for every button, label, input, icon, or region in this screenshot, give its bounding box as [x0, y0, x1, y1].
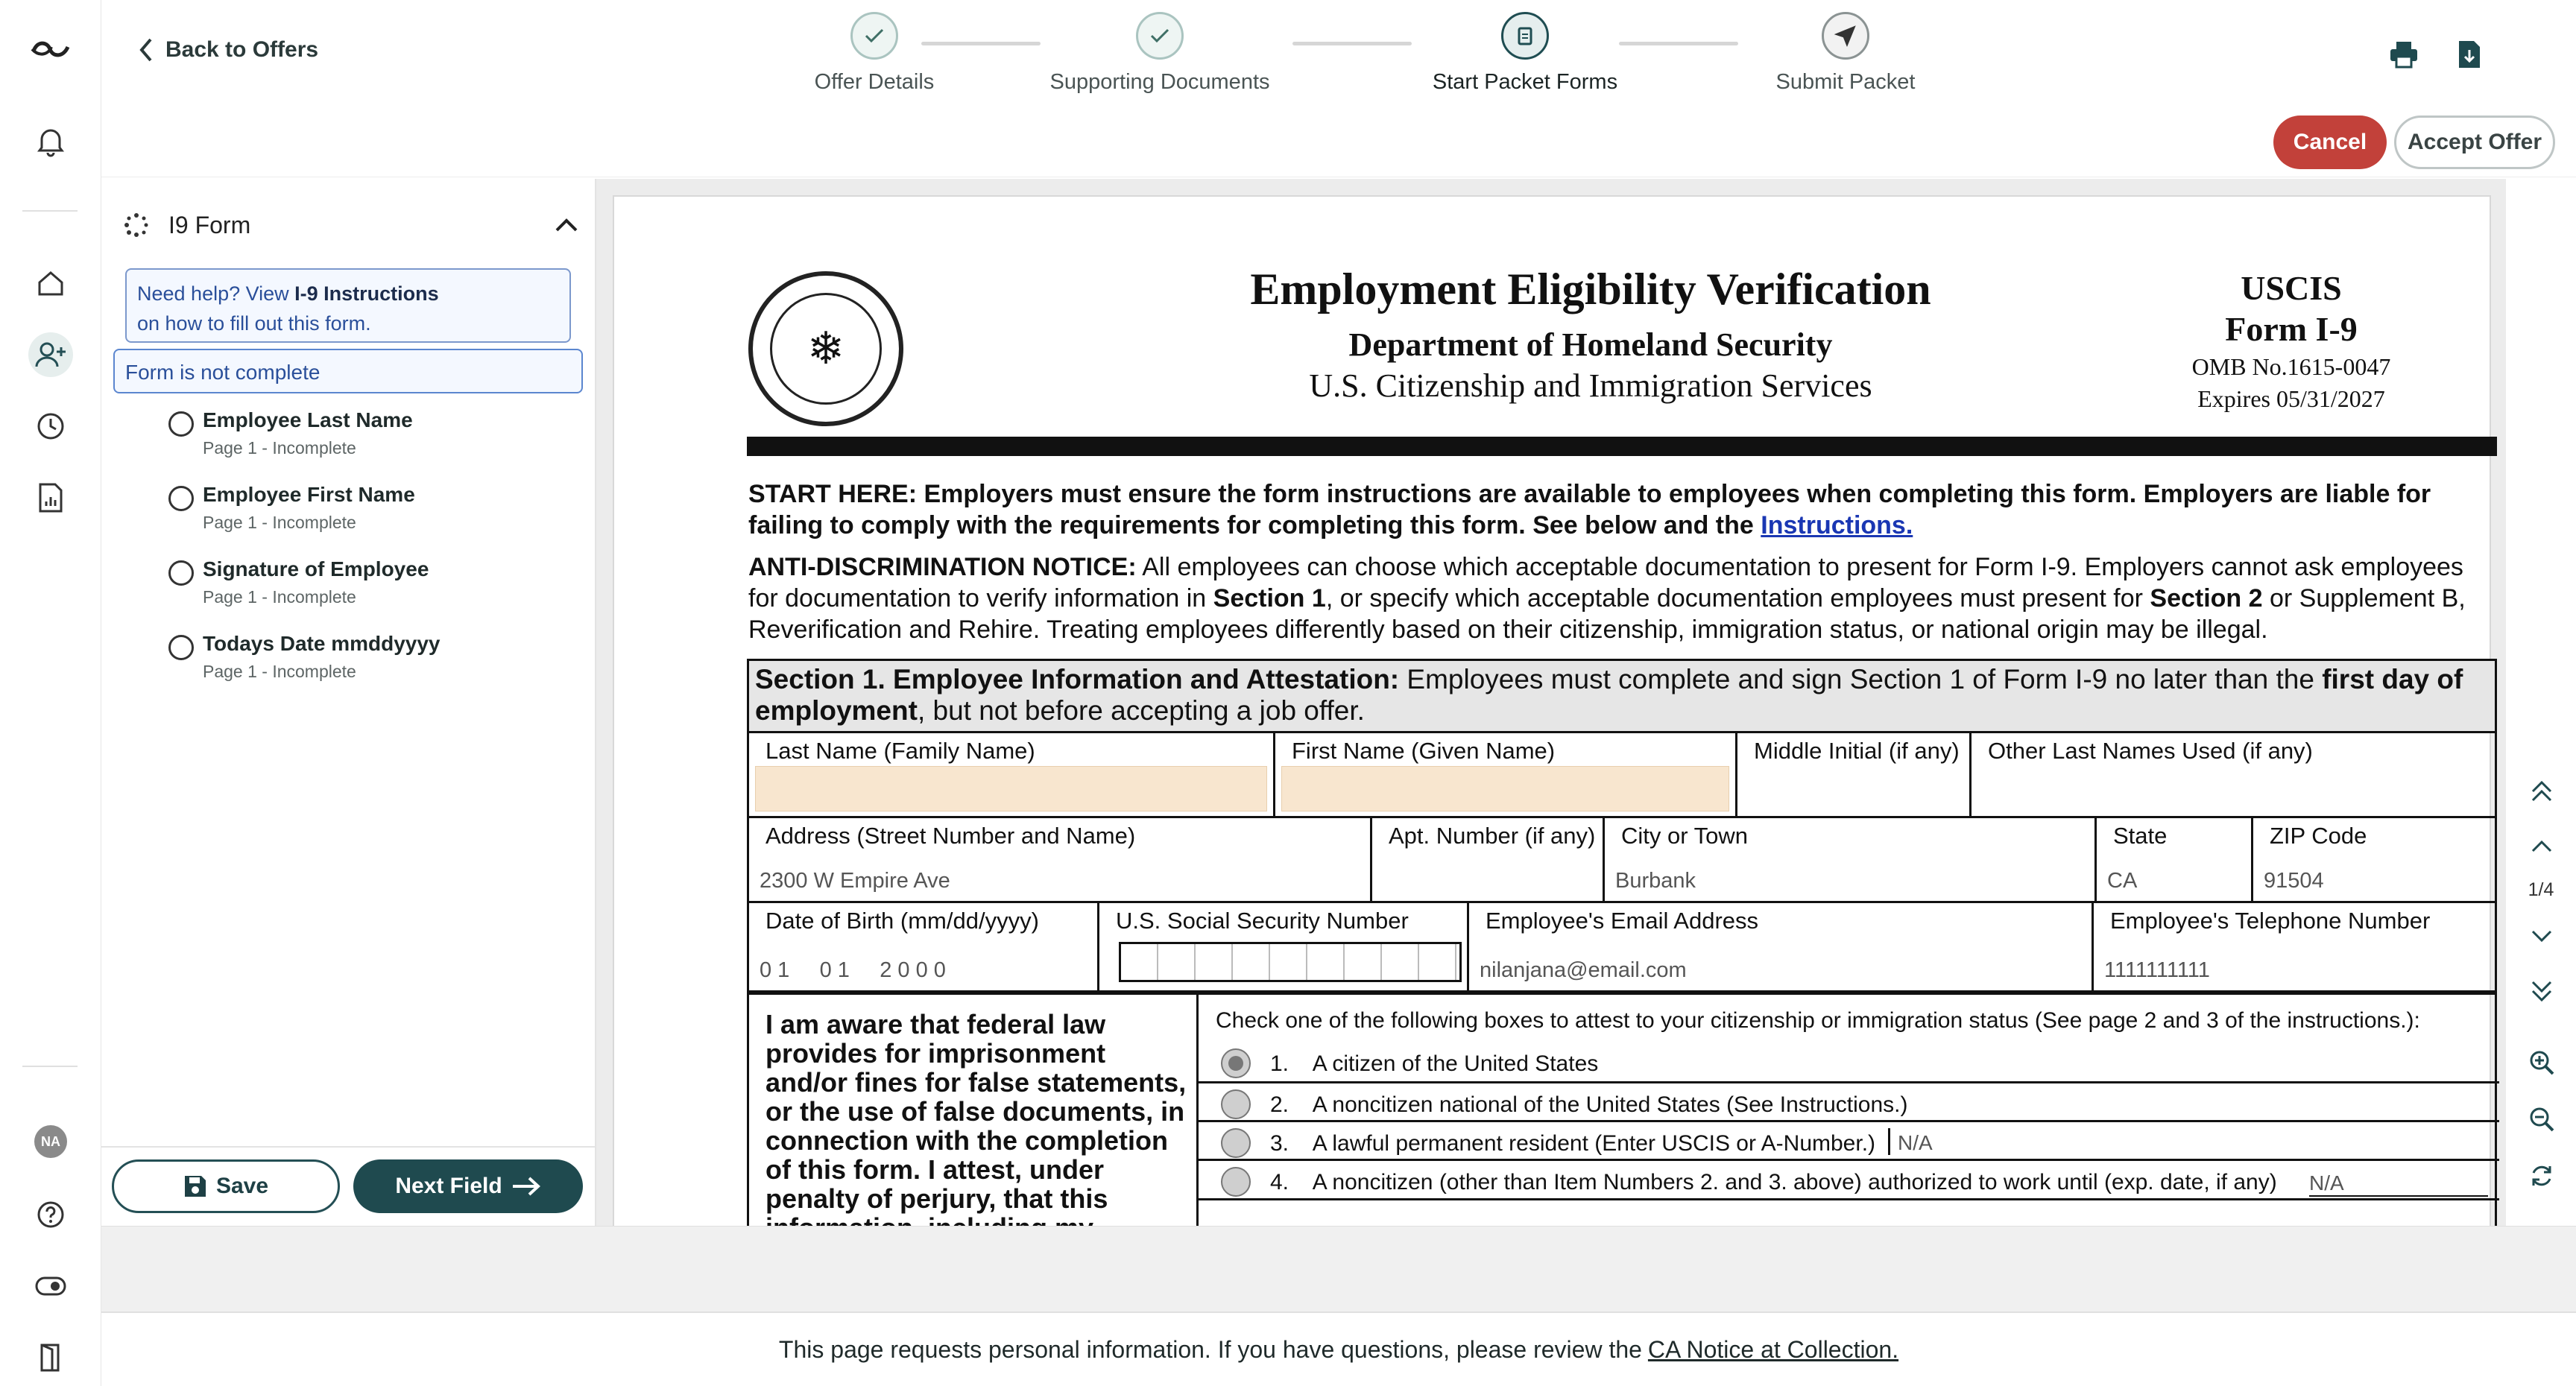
header-divider	[747, 437, 2497, 456]
send-icon	[1822, 12, 1869, 60]
field-status: Page 1 - Incomplete	[203, 662, 356, 681]
radio-empty-icon[interactable]	[1221, 1128, 1251, 1158]
form-id-block	[2150, 268, 2433, 413]
address-row	[747, 818, 2497, 903]
print-icon[interactable]	[2385, 36, 2422, 73]
city-cell[interactable]	[1605, 818, 2097, 901]
address-value: 2300 W Empire Ave	[760, 869, 950, 893]
clipboard-icon	[1501, 12, 1549, 60]
step-label: Offer Details	[814, 70, 935, 94]
citizenship-option-4[interactable]	[1199, 1159, 2499, 1200]
section1-heading	[747, 659, 2497, 733]
citizenship-option-1[interactable]	[1199, 1042, 2499, 1081]
anti-discrimination-notice	[748, 551, 2497, 645]
cancel-button[interactable]: Cancel	[2273, 116, 2387, 169]
other-names-cell[interactable]	[1972, 733, 2495, 816]
ssn-label: U.S. Social Security Number	[1116, 908, 1409, 934]
expiration-date: Expires 05/31/2027	[2197, 385, 2385, 412]
field-status: Page 1 - Incomplete	[203, 587, 356, 607]
previous-page-icon[interactable]	[2522, 827, 2561, 866]
section1-title: Section 1. Employee Information and Attestation:	[755, 664, 1400, 694]
instructions-link[interactable]: Instructions.	[1761, 511, 1913, 539]
state-value: CA	[2107, 869, 2138, 893]
viewer-tools	[2506, 179, 2576, 1226]
apt-cell[interactable]	[1372, 818, 1605, 901]
brand-logo-icon[interactable]	[28, 27, 73, 72]
radio-empty-icon	[168, 560, 194, 586]
panel-title: I9 Form	[168, 211, 251, 238]
ssn-input[interactable]	[1119, 942, 1462, 982]
uscis-number-input[interactable]: N/A	[1888, 1128, 1933, 1155]
citizenship-option-3[interactable]	[1199, 1120, 2499, 1159]
field-status: Page 1 - Incomplete	[203, 438, 356, 458]
left-rail	[0, 0, 101, 1386]
attestation-block	[747, 993, 2497, 1261]
zip-cell[interactable]	[2253, 818, 2495, 901]
footer-text: This page requests personal information. If you have questions, please review the	[778, 1335, 1642, 1363]
field-name: Employee First Name	[203, 483, 415, 506]
report-icon[interactable]	[28, 475, 73, 520]
pdf-page	[613, 195, 2491, 1253]
check-icon	[1136, 12, 1184, 60]
section1-first-day: first day of employment	[755, 664, 2463, 726]
radio-empty-icon[interactable]	[1221, 1167, 1251, 1197]
add-user-icon[interactable]	[28, 332, 73, 377]
email-cell[interactable]	[1469, 903, 2094, 990]
address-cell[interactable]	[749, 818, 1372, 901]
omb-number: OMB No.1615-0047	[2191, 353, 2391, 380]
dob-cell[interactable]	[749, 903, 1099, 990]
section1-text: Employees must complete and sign Section 1 of Form I-9 no later than the	[1399, 664, 2323, 694]
department-name: Department of Homeland Security	[1348, 326, 1833, 363]
field-name: Signature of Employee	[203, 557, 429, 580]
option-label: 1. A citizen of the United States	[1270, 1051, 1599, 1076]
panel-footer	[101, 1146, 596, 1226]
radio-empty-icon	[168, 411, 194, 437]
step-submit-packet[interactable]	[1741, 12, 1950, 95]
list-item[interactable]	[168, 626, 586, 700]
step-label: Submit Packet	[1775, 70, 1916, 94]
list-item[interactable]	[168, 402, 586, 477]
panel-header[interactable]	[124, 203, 578, 247]
radio-empty-icon	[168, 486, 194, 511]
radio-empty-icon[interactable]	[1221, 1089, 1251, 1119]
anti-section2: Section 2	[2150, 584, 2263, 613]
first-name-input[interactable]	[1281, 766, 1729, 811]
zoom-out-icon[interactable]	[2522, 1100, 2561, 1139]
list-item[interactable]	[168, 477, 586, 551]
field-name: Todays Date mmddyyyy	[203, 632, 441, 655]
document-title: Employment Eligibility Verification	[1250, 265, 1931, 314]
field-status: Page 1 - Incomplete	[203, 513, 356, 532]
city-value: Burbank	[1615, 869, 1696, 893]
rail-divider	[22, 1066, 78, 1067]
save-button[interactable]	[112, 1159, 340, 1213]
form-number: Form I-9	[2225, 310, 2358, 348]
home-icon[interactable]	[28, 261, 73, 306]
middle-initial-cell[interactable]	[1737, 733, 1972, 816]
step-supporting-documents[interactable]	[1026, 12, 1294, 95]
header	[101, 0, 2576, 177]
anti-text: All employees can choose which acceptable documentation to present for Form I-9. Employers cannot ask employees for documentation to verify information in	[748, 553, 2463, 613]
dob-value: 0 1 0 1 2 0 0 0	[760, 958, 946, 982]
zip-value: 91504	[2264, 869, 2324, 893]
anti-text: , or specify which acceptable documentation employees must present for	[1325, 584, 2150, 613]
zoom-in-icon[interactable]	[2522, 1043, 2561, 1082]
option-label: 4. A noncitizen (other than Item Numbers 2. and 3. above) authorized to work until (exp. date, if any)	[1270, 1170, 2277, 1194]
agency-name: U.S. Citizenship and Immigration Services	[1309, 367, 1872, 404]
download-file-icon[interactable]	[2451, 36, 2488, 73]
help-box	[125, 268, 571, 343]
step-connector	[921, 42, 1041, 45]
help-prefix: Need help? View	[137, 282, 295, 305]
city-label: City or Town	[1621, 823, 1748, 849]
option-label: 3. A lawful permanent resident (Enter USCIS or A-Number.)	[1270, 1131, 1876, 1156]
phone-cell[interactable]	[2094, 903, 2495, 990]
start-here-heading: START HERE:	[748, 480, 918, 508]
start-here-notice	[748, 478, 2497, 541]
citizenship-instructions: Check one of the following boxes to attest to your citizenship or immigration status (See page 2 and 3 of the instructions.):	[1216, 1008, 2420, 1033]
last-name-cell	[749, 733, 1275, 816]
help-icon[interactable]	[28, 1192, 73, 1237]
field-list	[168, 402, 586, 700]
name-row	[747, 733, 2497, 818]
privacy-footer	[101, 1311, 2576, 1386]
apt-label: Apt. Number (if any)	[1389, 823, 1596, 849]
other-names-label: Other Last Names Used (if any)	[1988, 738, 2313, 764]
chevron-left-icon	[139, 37, 154, 63]
expiration-input[interactable]: N/A	[2309, 1171, 2488, 1197]
email-value: nilanjana@email.com	[1480, 958, 1687, 982]
instructions-link[interactable]: I-9 Instructions	[294, 282, 439, 305]
toggle-icon[interactable]	[28, 1264, 73, 1309]
email-label: Employee's Email Address	[1486, 908, 1759, 934]
anti-heading: ANTI-DISCRIMINATION NOTICE:	[748, 553, 1137, 581]
address-label: Address (Street Number and Name)	[765, 823, 1136, 849]
last-page-icon[interactable]	[2522, 972, 2561, 1010]
ssn-cell	[1099, 903, 1469, 990]
step-label: Supporting Documents	[1049, 70, 1270, 94]
bell-icon[interactable]	[28, 119, 73, 164]
step-connector	[1292, 42, 1412, 45]
uscis-label: USCIS	[2241, 269, 2342, 307]
first-page-icon[interactable]	[2522, 772, 2561, 811]
rail-divider	[22, 210, 78, 212]
accept-offer-button[interactable]: Accept Offer	[2394, 116, 2555, 169]
logout-icon[interactable]	[28, 1335, 73, 1380]
zip-label: ZIP Code	[2270, 823, 2367, 849]
first-name-label: First Name (Given Name)	[1292, 738, 1556, 764]
next-field-button[interactable]	[353, 1159, 583, 1213]
content-spacer	[101, 1226, 2576, 1311]
perjury-statement: I am aware that federal law provides for imprisonment and/or fines for false statements, or the use of false documents, in connection with the completion of this form. I attest, under penalty of perjury, that this	[765, 1009, 1187, 1214]
help-suffix: on how to fill out this form.	[137, 312, 371, 335]
floppy-disk-icon	[183, 1174, 207, 1198]
middle-initial-label: Middle Initial (if any)	[1754, 738, 1960, 764]
next-label: Next Field	[395, 1174, 502, 1198]
chevron-up-icon[interactable]	[555, 218, 578, 232]
check-icon	[850, 12, 898, 60]
option-label: 2. A noncitizen national of the United States (See Instructions.)	[1270, 1092, 1908, 1117]
last-name-input[interactable]	[755, 766, 1267, 811]
refresh-icon[interactable]	[2522, 1156, 2561, 1195]
clock-icon[interactable]	[28, 404, 73, 449]
last-name-label: Last Name (Family Name)	[765, 738, 1035, 764]
section1-text-2: , but not before accepting a job offer.	[917, 695, 1365, 726]
step-start-packet-forms[interactable]	[1406, 12, 1644, 95]
dob-row	[747, 903, 2497, 993]
first-name-cell	[1275, 733, 1737, 816]
next-page-icon[interactable]	[2522, 917, 2561, 955]
back-label: Back to Offers	[165, 37, 319, 62]
state-label: State	[2113, 823, 2168, 849]
avatar[interactable]: NA	[34, 1125, 67, 1158]
start-here-text: Employers must ensure the form instructions are available to employees when completing this form. Employers are liable for failing to comply with the requirements for completing this form. See below and the	[748, 480, 2431, 539]
step-label: Start Packet Forms	[1432, 70, 1618, 94]
state-cell[interactable]	[2097, 818, 2253, 901]
phone-value: 1111111111	[2104, 958, 2210, 982]
step-offer-details[interactable]	[777, 12, 971, 95]
phone-label: Employee's Telephone Number	[2110, 908, 2431, 934]
page-indicator: 1/4	[2528, 879, 2554, 900]
document-viewer[interactable]	[596, 179, 2506, 1226]
anti-text: or Supplement B, Reverification and Rehire. Treating employees differently based on their citizenship, immigration status, or national origin may be illegal.	[748, 584, 2466, 644]
dob-label: Date of Birth (mm/dd/yyyy)	[765, 908, 1039, 934]
document-header	[1136, 264, 2045, 405]
citizenship-option-2[interactable]	[1199, 1081, 2499, 1120]
radio-empty-icon	[168, 635, 194, 660]
ca-notice-link[interactable]: CA Notice at Collection.	[1647, 1335, 1899, 1363]
field-name: Employee Last Name	[203, 408, 413, 431]
arrow-right-icon	[511, 1176, 541, 1197]
radio-selected-icon[interactable]	[1221, 1048, 1251, 1078]
anti-section1: Section 1	[1213, 584, 1326, 613]
dhs-seal-icon: ❄	[748, 271, 903, 426]
list-item[interactable]	[168, 551, 586, 626]
save-label: Save	[215, 1174, 269, 1198]
step-connector	[1619, 42, 1738, 45]
form-status-badge: Form is not complete	[113, 349, 583, 393]
loading-spinner-icon	[124, 212, 149, 238]
form-fields-panel	[101, 179, 596, 1226]
back-to-offers-link[interactable]	[139, 37, 318, 63]
